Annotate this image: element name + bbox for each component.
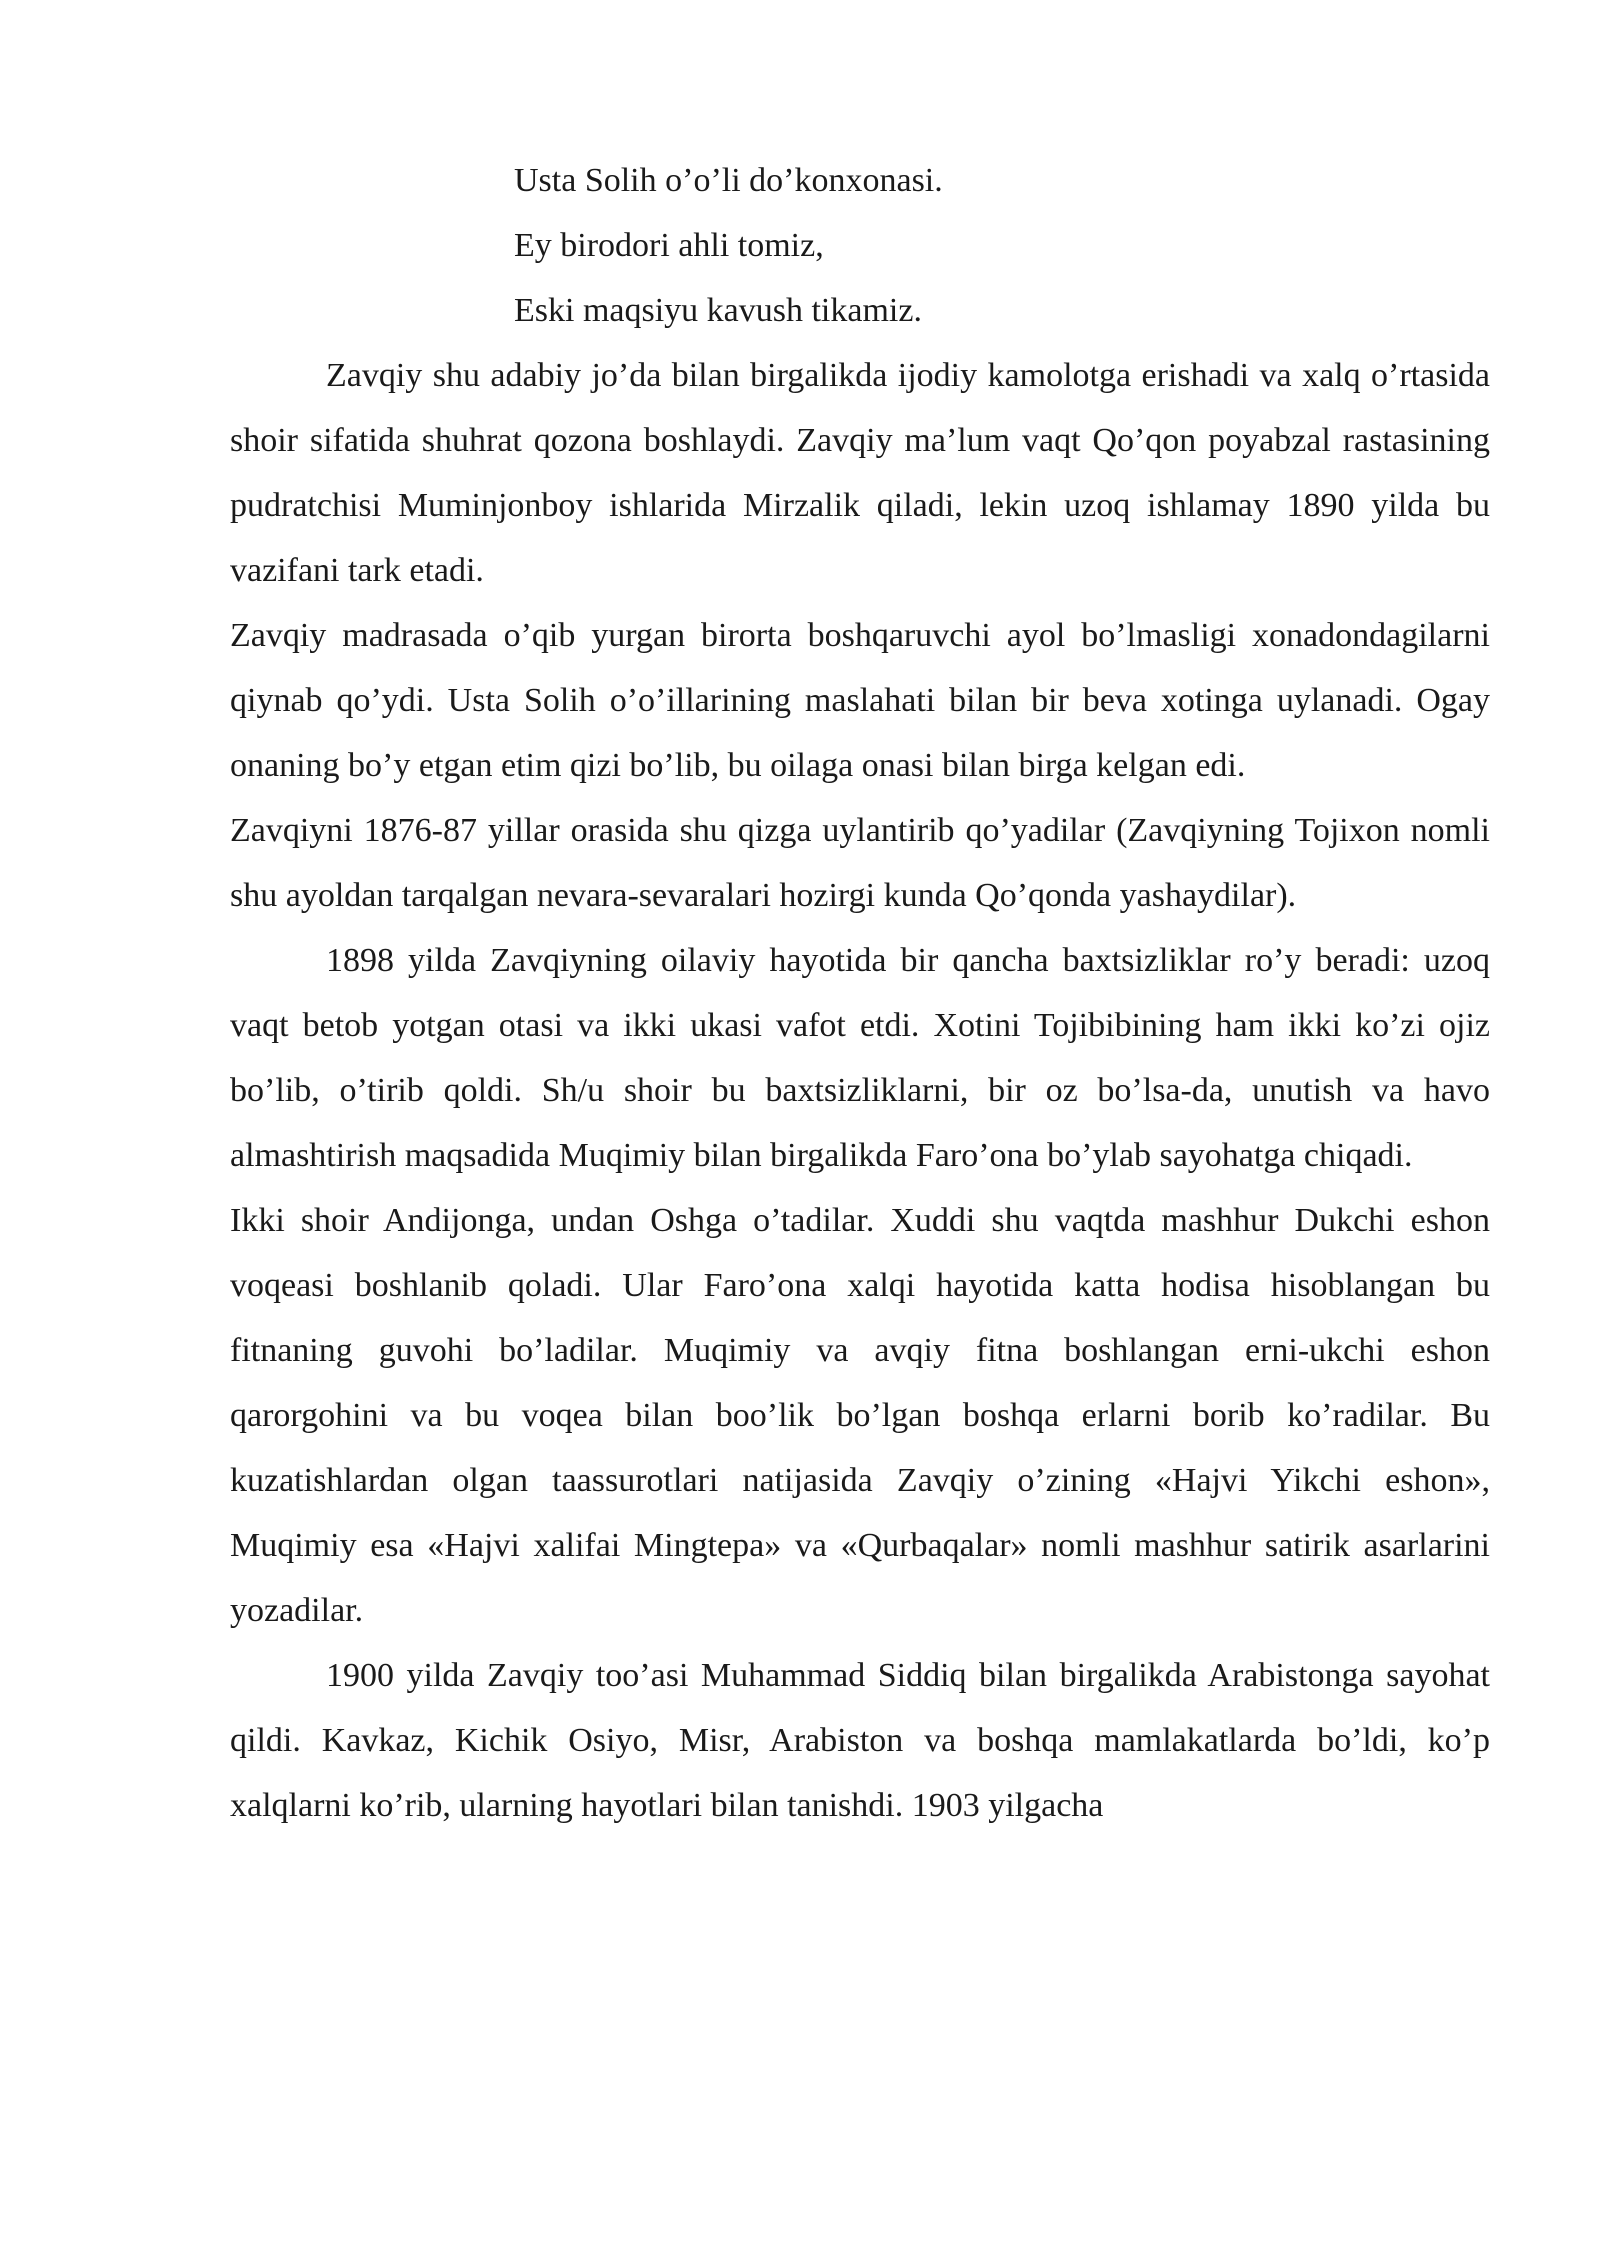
paragraph: 1900 yilda Zavqiy too’asi Muhammad Siddiq bilan birgalikda Arabistonga sayohat qildi. Kavkaz, Kichik Osiyo, Misr, Arabiston va boshqa mamlakatlarda bo’ldi, ko’p xalqlarni ko’rib, ularning hayotlari bilan tanishdi. 1903 yilgacha: [230, 1657, 1490, 1824]
paragraph: Zavqiyni 1876-87 yillar orasida shu qizga uylantirib qo’yadilar (Zavqiyning Tojixon nomli shu ayoldan tarqalgan nevara-sevaralari hozirgi kunda Qo’qonda yashaydilar).: [230, 812, 1490, 914]
paragraph: Ikki shoir Andijonga, undan Oshga o’tadilar. Xuddi shu vaqtda mashhur Dukchi eshon voqeasi boshlanib qoladi. Ular Faro’ona xalqi hayotida katta hodisa hisoblangan bu fitnaning guvohi bo’ladilar. Muqimiy va avqiy fitna boshlangan erni-ukchi eshon qarorgohini va bu voqea bilan boo’lik bo’lgan boshqa erlarni borib ko’radilar. Bu kuzatishlardan olgan taassurotlari natijasida Zavqiy o’zining «Hajvi Yikchi eshon», Muqimiy esa «Hajvi xalifai Mingtepa» va «Qurbaqalar» nomli mashhur satirik asarlarini yozadilar.: [230, 1202, 1490, 1629]
verse-line: Usta Solih o’o’li do’konxonasi.: [514, 162, 943, 199]
document-page: [230, 148, 1490, 1838]
paragraph: Zavqiy madrasada o’qib yurgan birorta boshqaruvchi ayol bo’lmasligi xonadondagilarni qiynab qo’ydi. Usta Solih o’o’illarining maslahati bilan bir beva xotinga uylanadi. Ogay onaning bo’y etgan etim qizi bo’lib, bu oilaga onasi bilan birga kelgan edi.: [230, 617, 1490, 784]
paragraph: Zavqiy shu adabiy jo’da bilan birgalikda ijodiy kamolotga erishadi va xalq o’rtasida shoir sifatida shuhrat qozona boshlaydi. Zavqiy ma’lum vaqt Qo’qon poyabzal rastasining pudratchisi Muminjonboy ishlarida Mirzalik qiladi, lekin uzoq ishlamay 1890 yilda bu vazifani tark etadi.: [230, 357, 1490, 589]
verse-line: Ey birodori ahli tomiz,: [514, 227, 824, 264]
verse-line: Eski maqsiyu kavush tikamiz.: [514, 292, 922, 329]
paragraph: 1898 yilda Zavqiyning oilaviy hayotida bir qancha baxtsizliklar ro’y beradi: uzoq vaqt betob yotgan otasi va ikki ukasi vafot etdi. Xotini Tojibibining ham ikki ko’zi ojiz bo’lib, o’tirib qoldi. Sh/u shoir bu baxtsizliklarni, bir oz bo’lsa-da, unutish va havo almashtirish maqsadida Muqimiy bilan birgalikda Faro’ona bo’ylab sayohatga chiqadi.: [230, 942, 1490, 1174]
